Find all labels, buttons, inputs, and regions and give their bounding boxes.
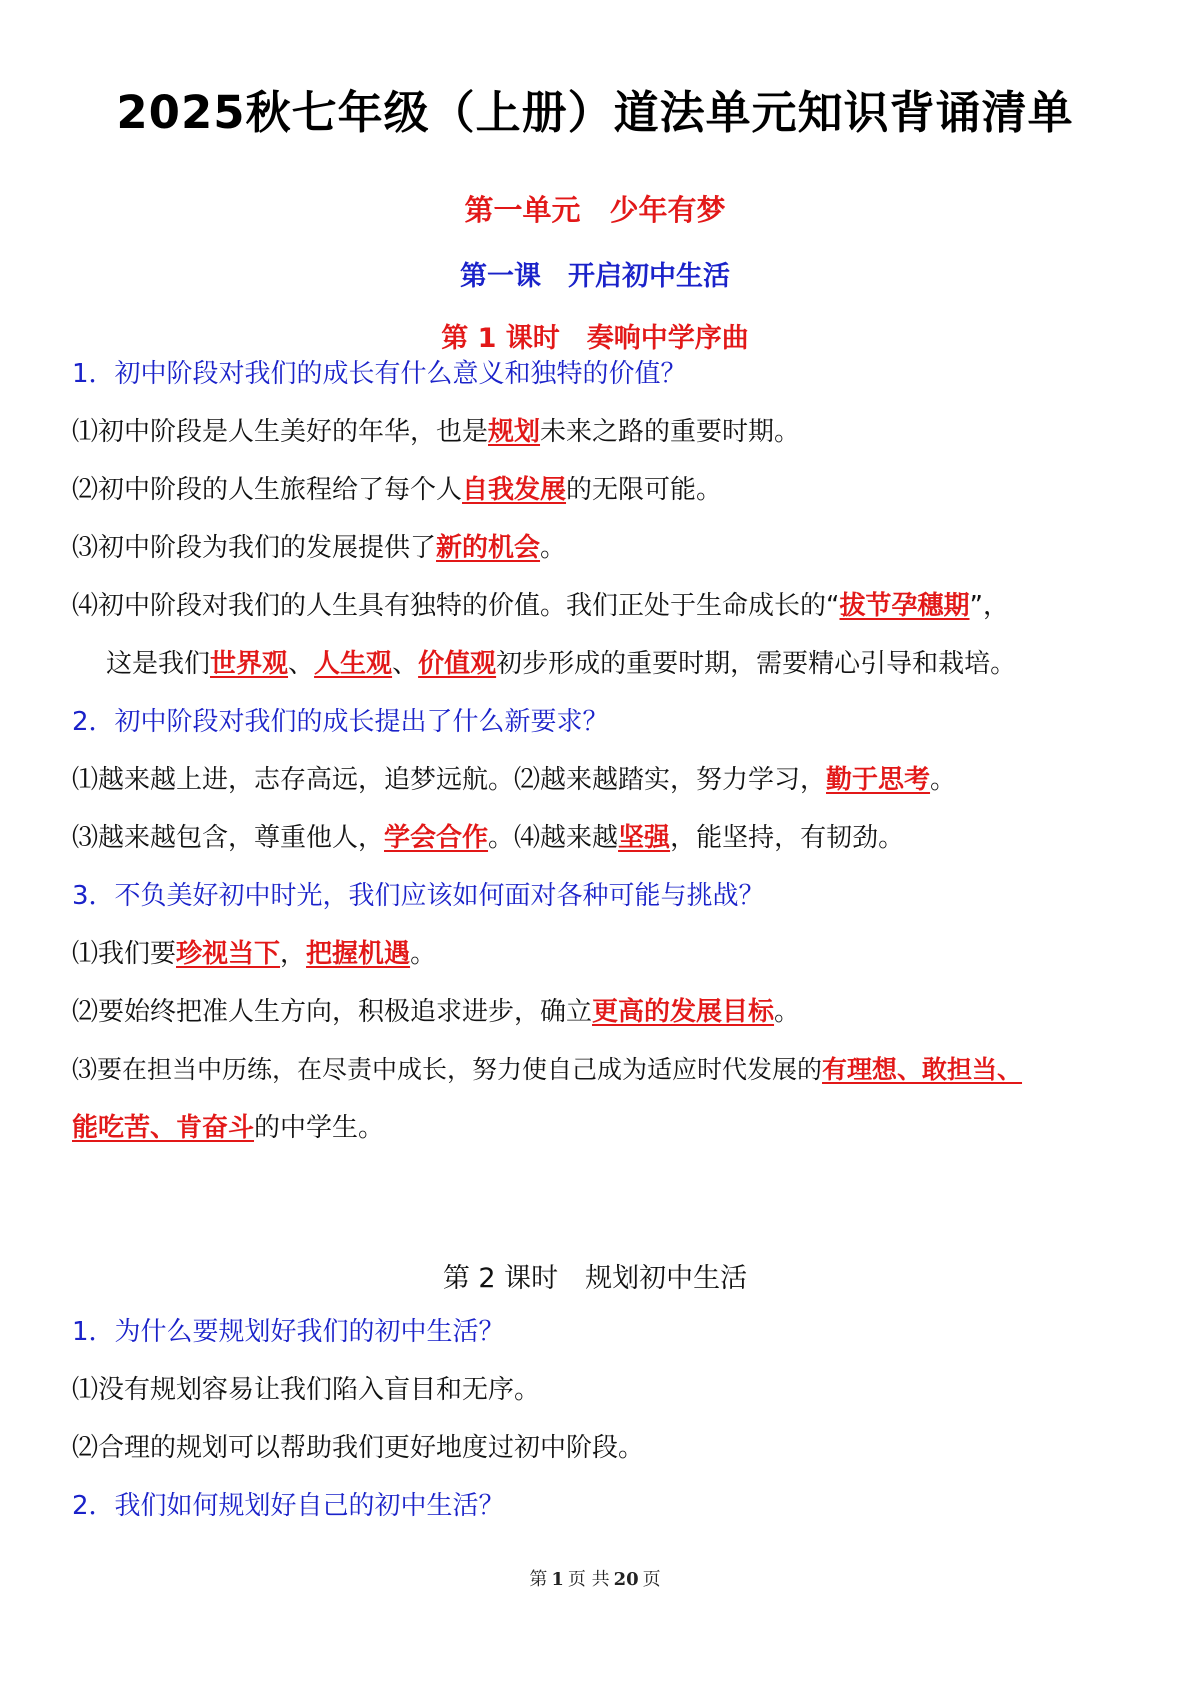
- keyword: 新的机会: [436, 533, 541, 563]
- answer-line: ⑵合理的规划可以帮助我们更好地度过初中阶段。: [72, 1433, 645, 1463]
- answer-line: ⑶越来越包含，尊重他人，学会合作。⑷越来越坚强，能坚持，有韧劲。: [72, 823, 905, 853]
- keyword: 人生观: [314, 649, 393, 679]
- answer-line: ⑴我们要珍视当下，把握机遇。: [72, 939, 437, 969]
- keyword: 自我发展: [462, 475, 567, 505]
- period-heading-2: 第 2 课时 规划初中生活: [442, 1263, 748, 1294]
- page-total: 20: [613, 1569, 639, 1590]
- question-2: 2．初中阶段对我们的成长提出了什么新要求？: [72, 707, 609, 737]
- keyword: 把握机遇: [306, 939, 411, 969]
- keyword: 学会合作: [384, 823, 489, 853]
- keyword: 规划: [488, 417, 541, 447]
- keyword: 能吃苦、肯奋斗: [72, 1113, 255, 1143]
- lesson-heading: 第一课 开启初中生活: [460, 261, 730, 292]
- keyword: 有理想、敢担当、: [822, 1055, 1023, 1084]
- keyword: 拔节孕穗期: [839, 591, 970, 621]
- page-number: 1: [551, 1569, 564, 1590]
- answer-line: ⑷初中阶段对我们的人生具有独特的价值。我们正处于生命成长的“拔节孕穗期”，: [72, 591, 1009, 621]
- answer-line: ⑶初中阶段为我们的发展提供了新的机会。: [72, 533, 567, 563]
- answer-line: ⑴没有规划容易让我们陷入盲目和无序。: [72, 1375, 541, 1405]
- document-title: 2025秋七年级（上册）道法单元知识背诵清单: [116, 86, 1074, 139]
- answer-line: 这是我们世界观、人生观、价值观初步形成的重要时期，需要精心引导和栽培。: [106, 649, 1017, 679]
- answer-line: ⑶要在担当中历练，在尽责中成长，努力使自己成为适应时代发展的有理想、敢担当、: [72, 1055, 1023, 1084]
- answer-line: 能吃苦、肯奋斗的中学生。: [72, 1113, 385, 1143]
- unit-heading: 第一单元 少年有梦: [464, 193, 726, 227]
- keyword: 更高的发展目标: [592, 997, 775, 1027]
- keyword: 价值观: [418, 649, 497, 679]
- keyword: 坚强: [618, 823, 671, 853]
- question-1: 1．初中阶段对我们的成长有什么意义和独特的价值？: [72, 359, 687, 389]
- answer-line: ⑴初中阶段是人生美好的年华，也是规划未来之路的重要时期。: [72, 417, 801, 447]
- question-2-2: 2．我们如何规划好自己的初中生活？: [72, 1491, 505, 1521]
- question-2-1: 1．为什么要规划好我们的初中生活？: [72, 1317, 505, 1347]
- answer-line: ⑴越来越上进，志存高远，追梦远航。⑵越来越踏实，努力学习，勤于思考。: [72, 765, 957, 795]
- period-heading: 第 1 课时 奏响中学序曲: [441, 323, 749, 354]
- answer-line: ⑵要始终把准人生方向，积极追求进步，确立更高的发展目标。: [72, 997, 801, 1027]
- keyword: 世界观: [210, 649, 289, 679]
- question-3: 3．不负美好初中时光，我们应该如何面对各种可能与挑战？: [72, 881, 765, 911]
- keyword: 珍视当下: [176, 939, 281, 969]
- page-footer: 第 1 页 共 20 页: [529, 1569, 661, 1590]
- answer-line: ⑵初中阶段的人生旅程给了每个人自我发展的无限可能。: [72, 475, 723, 505]
- keyword: 勤于思考: [826, 765, 931, 795]
